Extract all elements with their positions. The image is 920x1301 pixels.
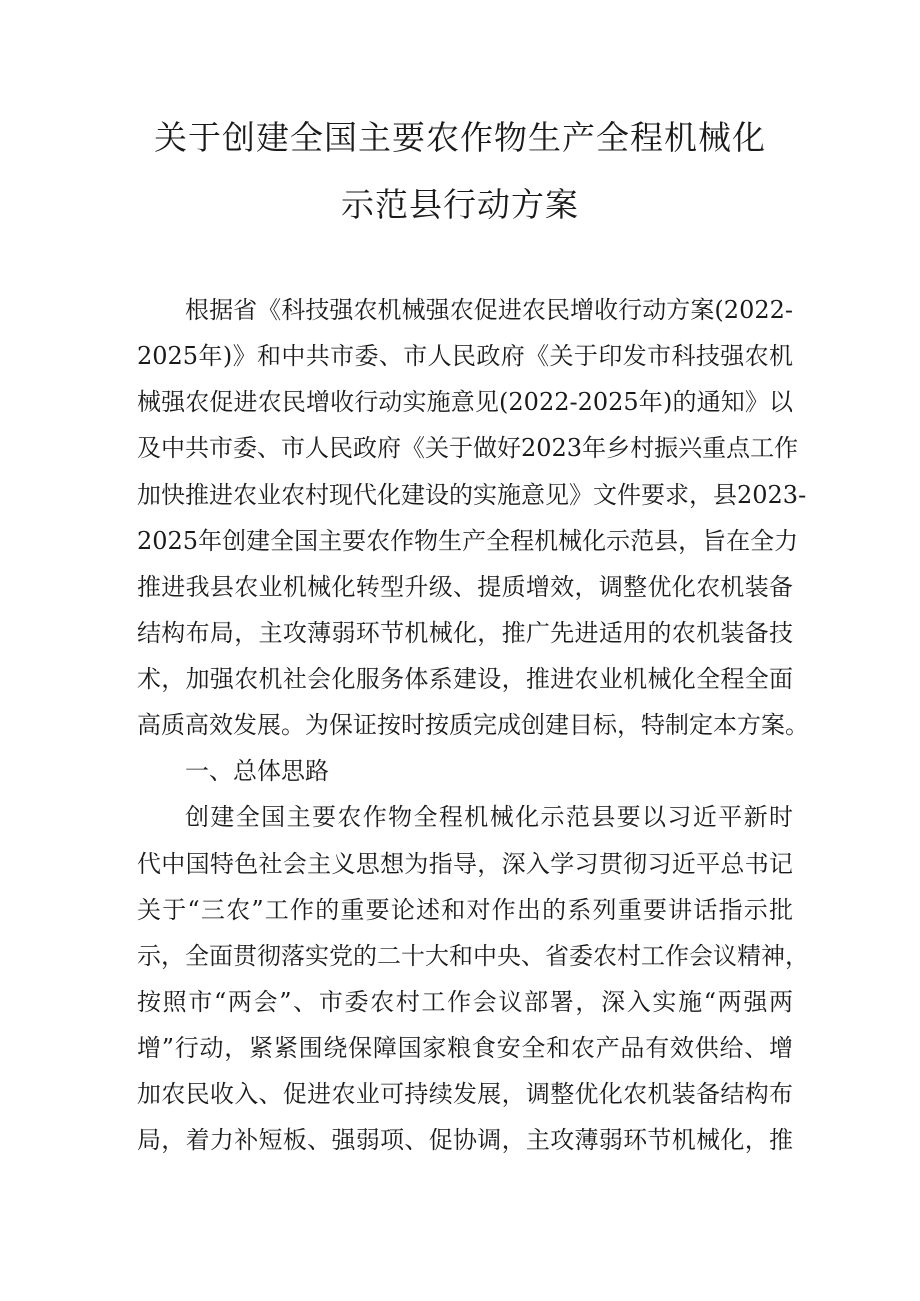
paragraph-2-line-4: 示，全面贯彻落实党的二十大和中央、省委农村工作会议精神， bbox=[137, 942, 809, 970]
paragraph-1-line-8: 结构布局，主攻薄弱环节机械化，推广先进适用的农机装备技 bbox=[137, 619, 793, 647]
paragraph-2-line-7: 加农民收入、促进农业可持续发展，调整优化农机装备结构布 bbox=[137, 1080, 793, 1108]
section-heading-1: 一、总体思路 bbox=[185, 757, 329, 785]
paragraph-2-line-2: 代中国特色社会主义思想为指导，深入学习贯彻习近平总书记 bbox=[137, 850, 793, 878]
paragraph-2-line-6: 增”行动，紧紧围绕保障国家粮食安全和农产品有效供给、增 bbox=[137, 1034, 793, 1062]
paragraph-1-line-7: 推进我县农业机械化转型升级、提质增效，调整优化农机装备 bbox=[137, 573, 793, 601]
paragraph-1-line-5: 加快推进农业农村现代化建设的实施意见》文件要求，县2023- bbox=[137, 481, 807, 509]
paragraph-1-line-3: 械强农促进农民增收行动实施意见(2022-2025年)的通知》以 bbox=[137, 388, 793, 416]
paragraph-2-line-3: 关于“三农”工作的重要论述和对作出的系列重要讲话指示批 bbox=[137, 896, 793, 924]
paragraph-1-line-6: 2025年创建全国主要农作物生产全程机械化示范县，旨在全力 bbox=[137, 527, 799, 555]
document-title-line-1: 关于创建全国主要农作物生产全程机械化 bbox=[154, 118, 766, 157]
paragraph-2-line-1: 创建全国主要农作物全程机械化示范县要以习近平新时 bbox=[185, 803, 793, 831]
paragraph-1-line-10: 高质高效发展。为保证按时按质完成创建目标，特制定本方案。 bbox=[137, 711, 809, 739]
document-title-line-2: 示范县行动方案 bbox=[341, 185, 579, 224]
paragraph-1-line-1: 根据省《科技强农机械强农促进农民增收行动方案(2022- bbox=[185, 296, 793, 324]
paragraph-1-line-4: 及中共市委、市人民政府《关于做好2023年乡村振兴重点工作 bbox=[137, 434, 799, 462]
paragraph-1-line-9: 术，加强农机社会化服务体系建设，推进农业机械化全程全面 bbox=[137, 665, 793, 693]
paragraph-2-line-5: 按照市“两会”、市委农村工作会议部署，深入实施“两强两 bbox=[137, 988, 793, 1016]
paragraph-1-line-2: 2025年)》和中共市委、市人民政府《关于印发市科技强农机 bbox=[137, 342, 793, 370]
paragraph-2-line-8: 局，着力补短板、强弱项、促协调，主攻薄弱环节机械化，推 bbox=[137, 1126, 793, 1154]
